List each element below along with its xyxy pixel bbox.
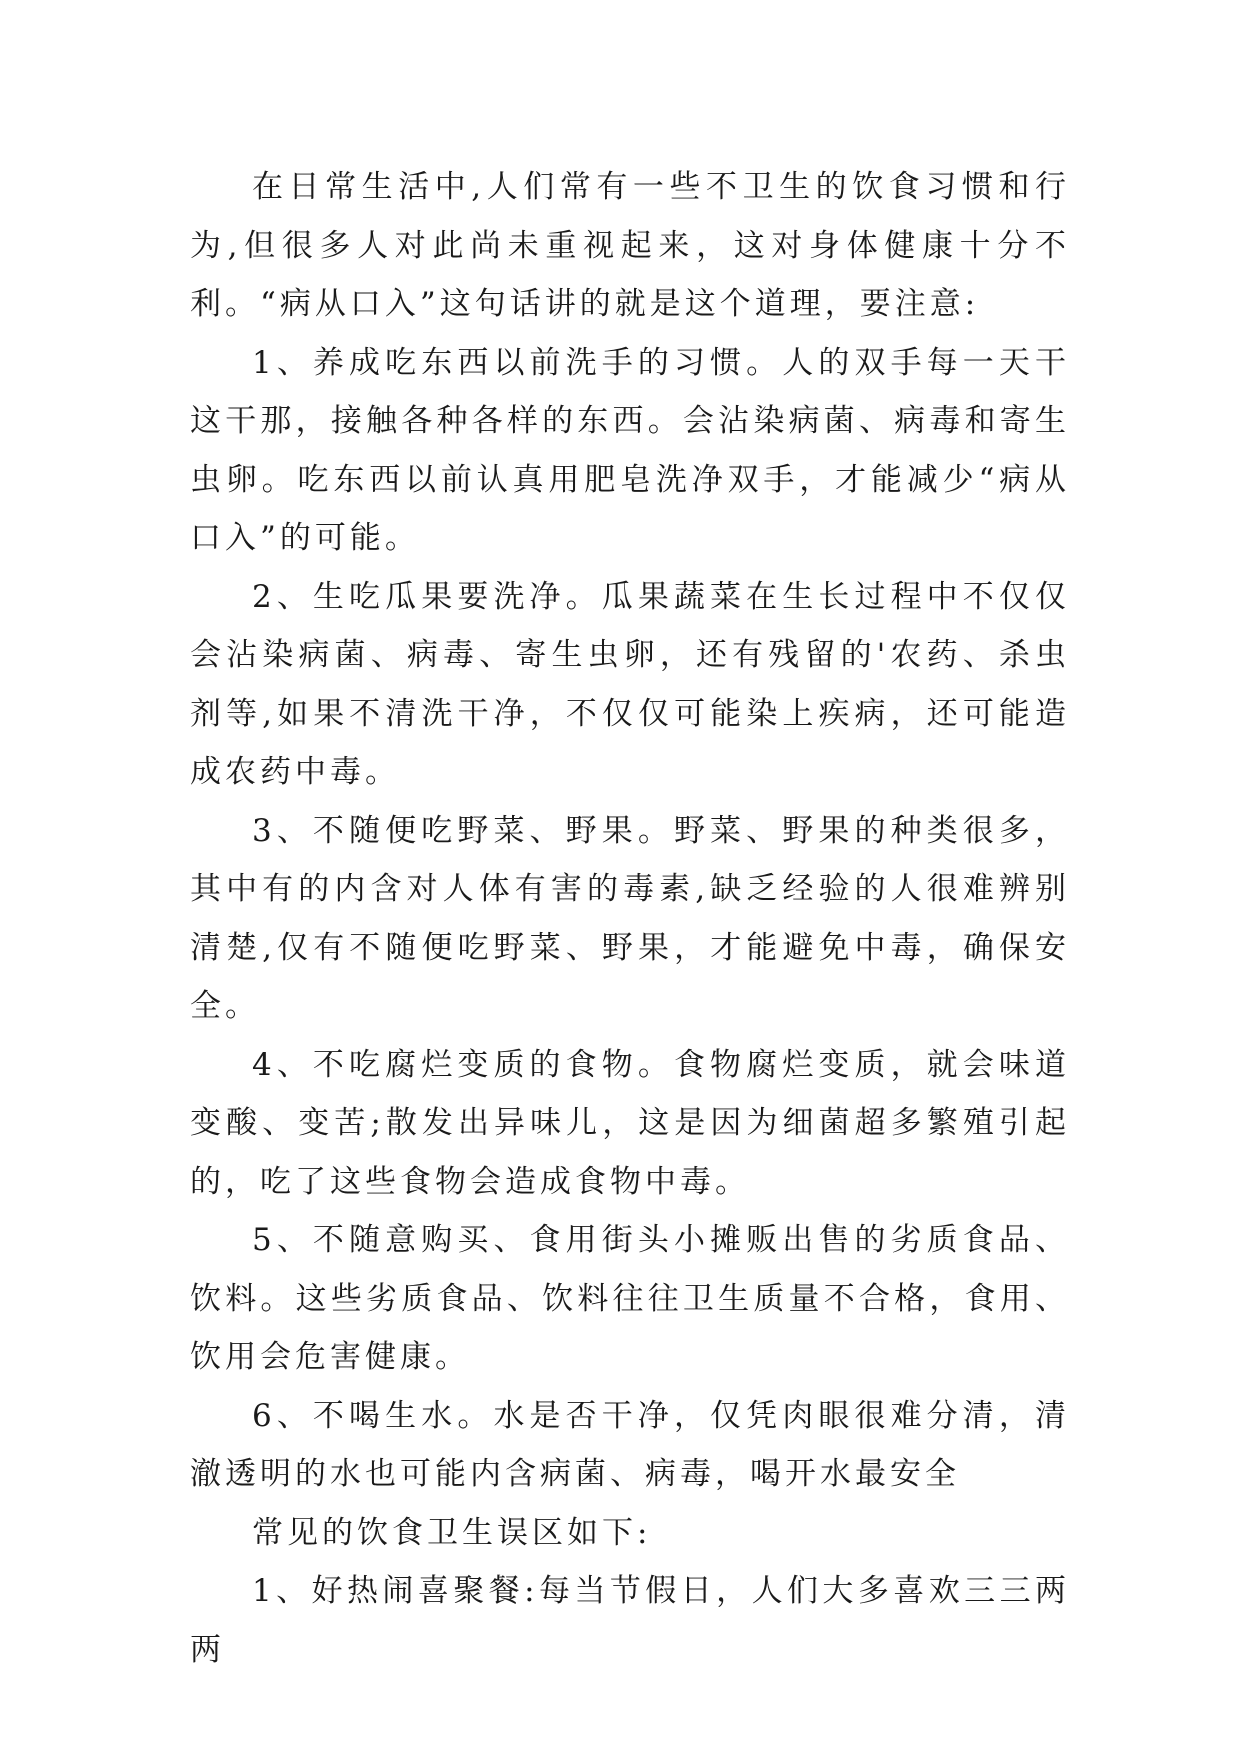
paragraph-item-6-raw-water: 6、不喝生水。水是否干净，仅凭肉眼很难分清，清澈透明的水也可能内含病菌、病毒，喝开水最安全 [190,1397,1070,1492]
paragraph-item-4-spoiled-food: 4、不吃腐烂变质的食物。食物腐烂变质，就会味道变酸、变苦;散发出异味儿，这是因为细菌超多繁殖引起的，吃了这些食物会造成食物中毒。 [190,1046,1070,1200]
paragraph-misconception-1: 1、好热闹喜聚餐:每当节假日，人们大多喜欢三三两两 [190,1573,1070,1668]
document-body [190,158,1070,1679]
paragraph-item-1-wash-hands: 1、养成吃东西以前洗手的习惯。人的双手每一天干这干那，接触各种各样的东西。会沾染病菌、病毒和寄生虫卵。吃东西以前认真用肥皂洗净双手，才能减少“病从口入”的可能。 [190,344,1070,556]
paragraph-intro: 在日常生活中,人们常有一些不卫生的饮食习惯和行为,但很多人对此尚未重视起来，这对身体健康十分不利。“病从口入”这句话讲的就是这个道理，要注意: [190,169,1070,322]
paragraph-misconceptions-heading: 常见的饮食卫生误区如下: [252,1514,652,1551]
paragraph-item-2-wash-fruit: 2、生吃瓜果要洗净。瓜果蔬菜在生长过程中不仅仅会沾染病菌、病毒、寄生虫卵，还有残留的'农药、杀虫剂等,如果不清洗干净，不仅仅可能染上疾病，还可能造成农药中毒。 [190,578,1070,790]
paragraph-item-5-street-food: 5、不随意购买、食用街头小摊贩出售的劣质食品、饮料。这些劣质食品、饮料往往卫生质量不合格，食用、饮用会危害健康。 [190,1222,1070,1375]
paragraph-item-3-wild-plants: 3、不随便吃野菜、野果。野菜、野果的种类很多，其中有的内含对人体有害的毒素,缺乏经验的人很难辨别清楚,仅有不随便吃野菜、野果，才能避免中毒，确保安全。 [190,812,1070,1024]
